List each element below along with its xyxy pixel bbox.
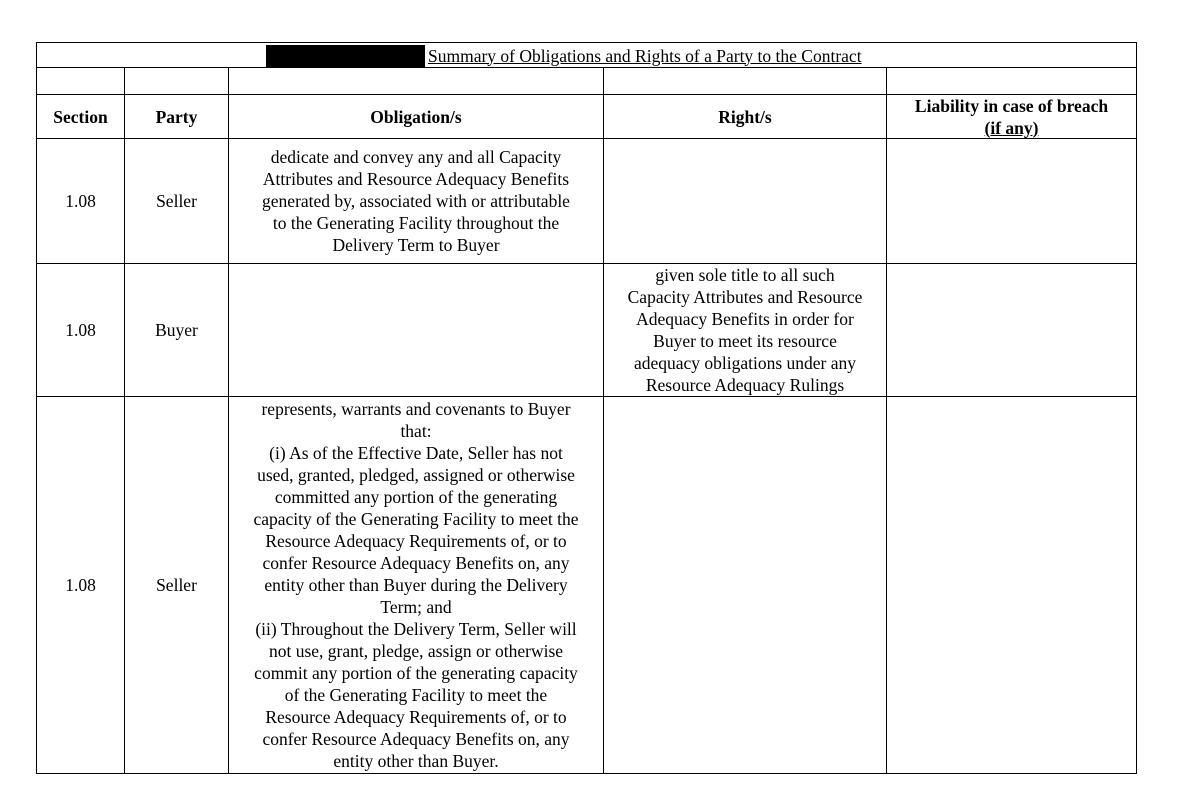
row2-obligation (229, 264, 603, 396)
row2-liability (887, 264, 1136, 396)
title-text: Summary of Obligations and Rights of a Party to the Contract (428, 45, 862, 66)
header-right: Right/s (718, 106, 772, 127)
header-liability-line1: Liability in case of breach (914, 95, 1109, 116)
row3-section: 1.08 (65, 575, 96, 595)
header-obligation: Obligation/s (370, 106, 462, 127)
row3-obligation: represents, warrants and covenants to Buyer that: (i) As of the Effective Date, Seller has not used, granted, pledged, assigned or otherwise committed any portion of the generating capacity of the Generating Facility to meet the Resource Adequacy Requirements of, or to confer Resource Adequacy Benefits on, any entity other than Buyer during the Delivery Term; and (ii) Throughout the Delivery Term, Seller will not use, grant, pledge, assign or otherwise commit any portion of the generating capacity of the Generating Facility to meet the Resource Adequacy Requirements of, or to confer Resource Adequacy Benefits on, any entity other than Buyer. (253, 399, 579, 771)
row2-right: given sole title to all such Capacity Attributes and Resource Adequacy Benefits in order for Buyer to meet its resource adequacy obligations under any Resource Adequacy Rulings (627, 265, 863, 395)
redaction-block (266, 45, 425, 67)
row3-party: Seller (156, 575, 197, 595)
row1-right (604, 139, 886, 263)
row1-obligation: dedicate and convey any and all Capacity Attributes and Resource Adequacy Benefits generated by, associated with or attributable to the Generating Facility throughout the Delivery Term to Buyer (262, 147, 570, 255)
row1-party: Seller (156, 191, 197, 211)
header-liability (887, 95, 1136, 138)
row3-right (604, 397, 886, 773)
row1-section: 1.08 (65, 191, 96, 211)
row1-liability (887, 139, 1136, 263)
row2-section: 1.08 (65, 320, 96, 340)
header-section: Section (53, 106, 108, 127)
header-party: Party (155, 106, 198, 127)
row2-party: Buyer (155, 320, 198, 340)
table-title (266, 44, 862, 67)
header-liability-line2: (if any) (984, 117, 1039, 138)
row3-liability (887, 397, 1136, 773)
